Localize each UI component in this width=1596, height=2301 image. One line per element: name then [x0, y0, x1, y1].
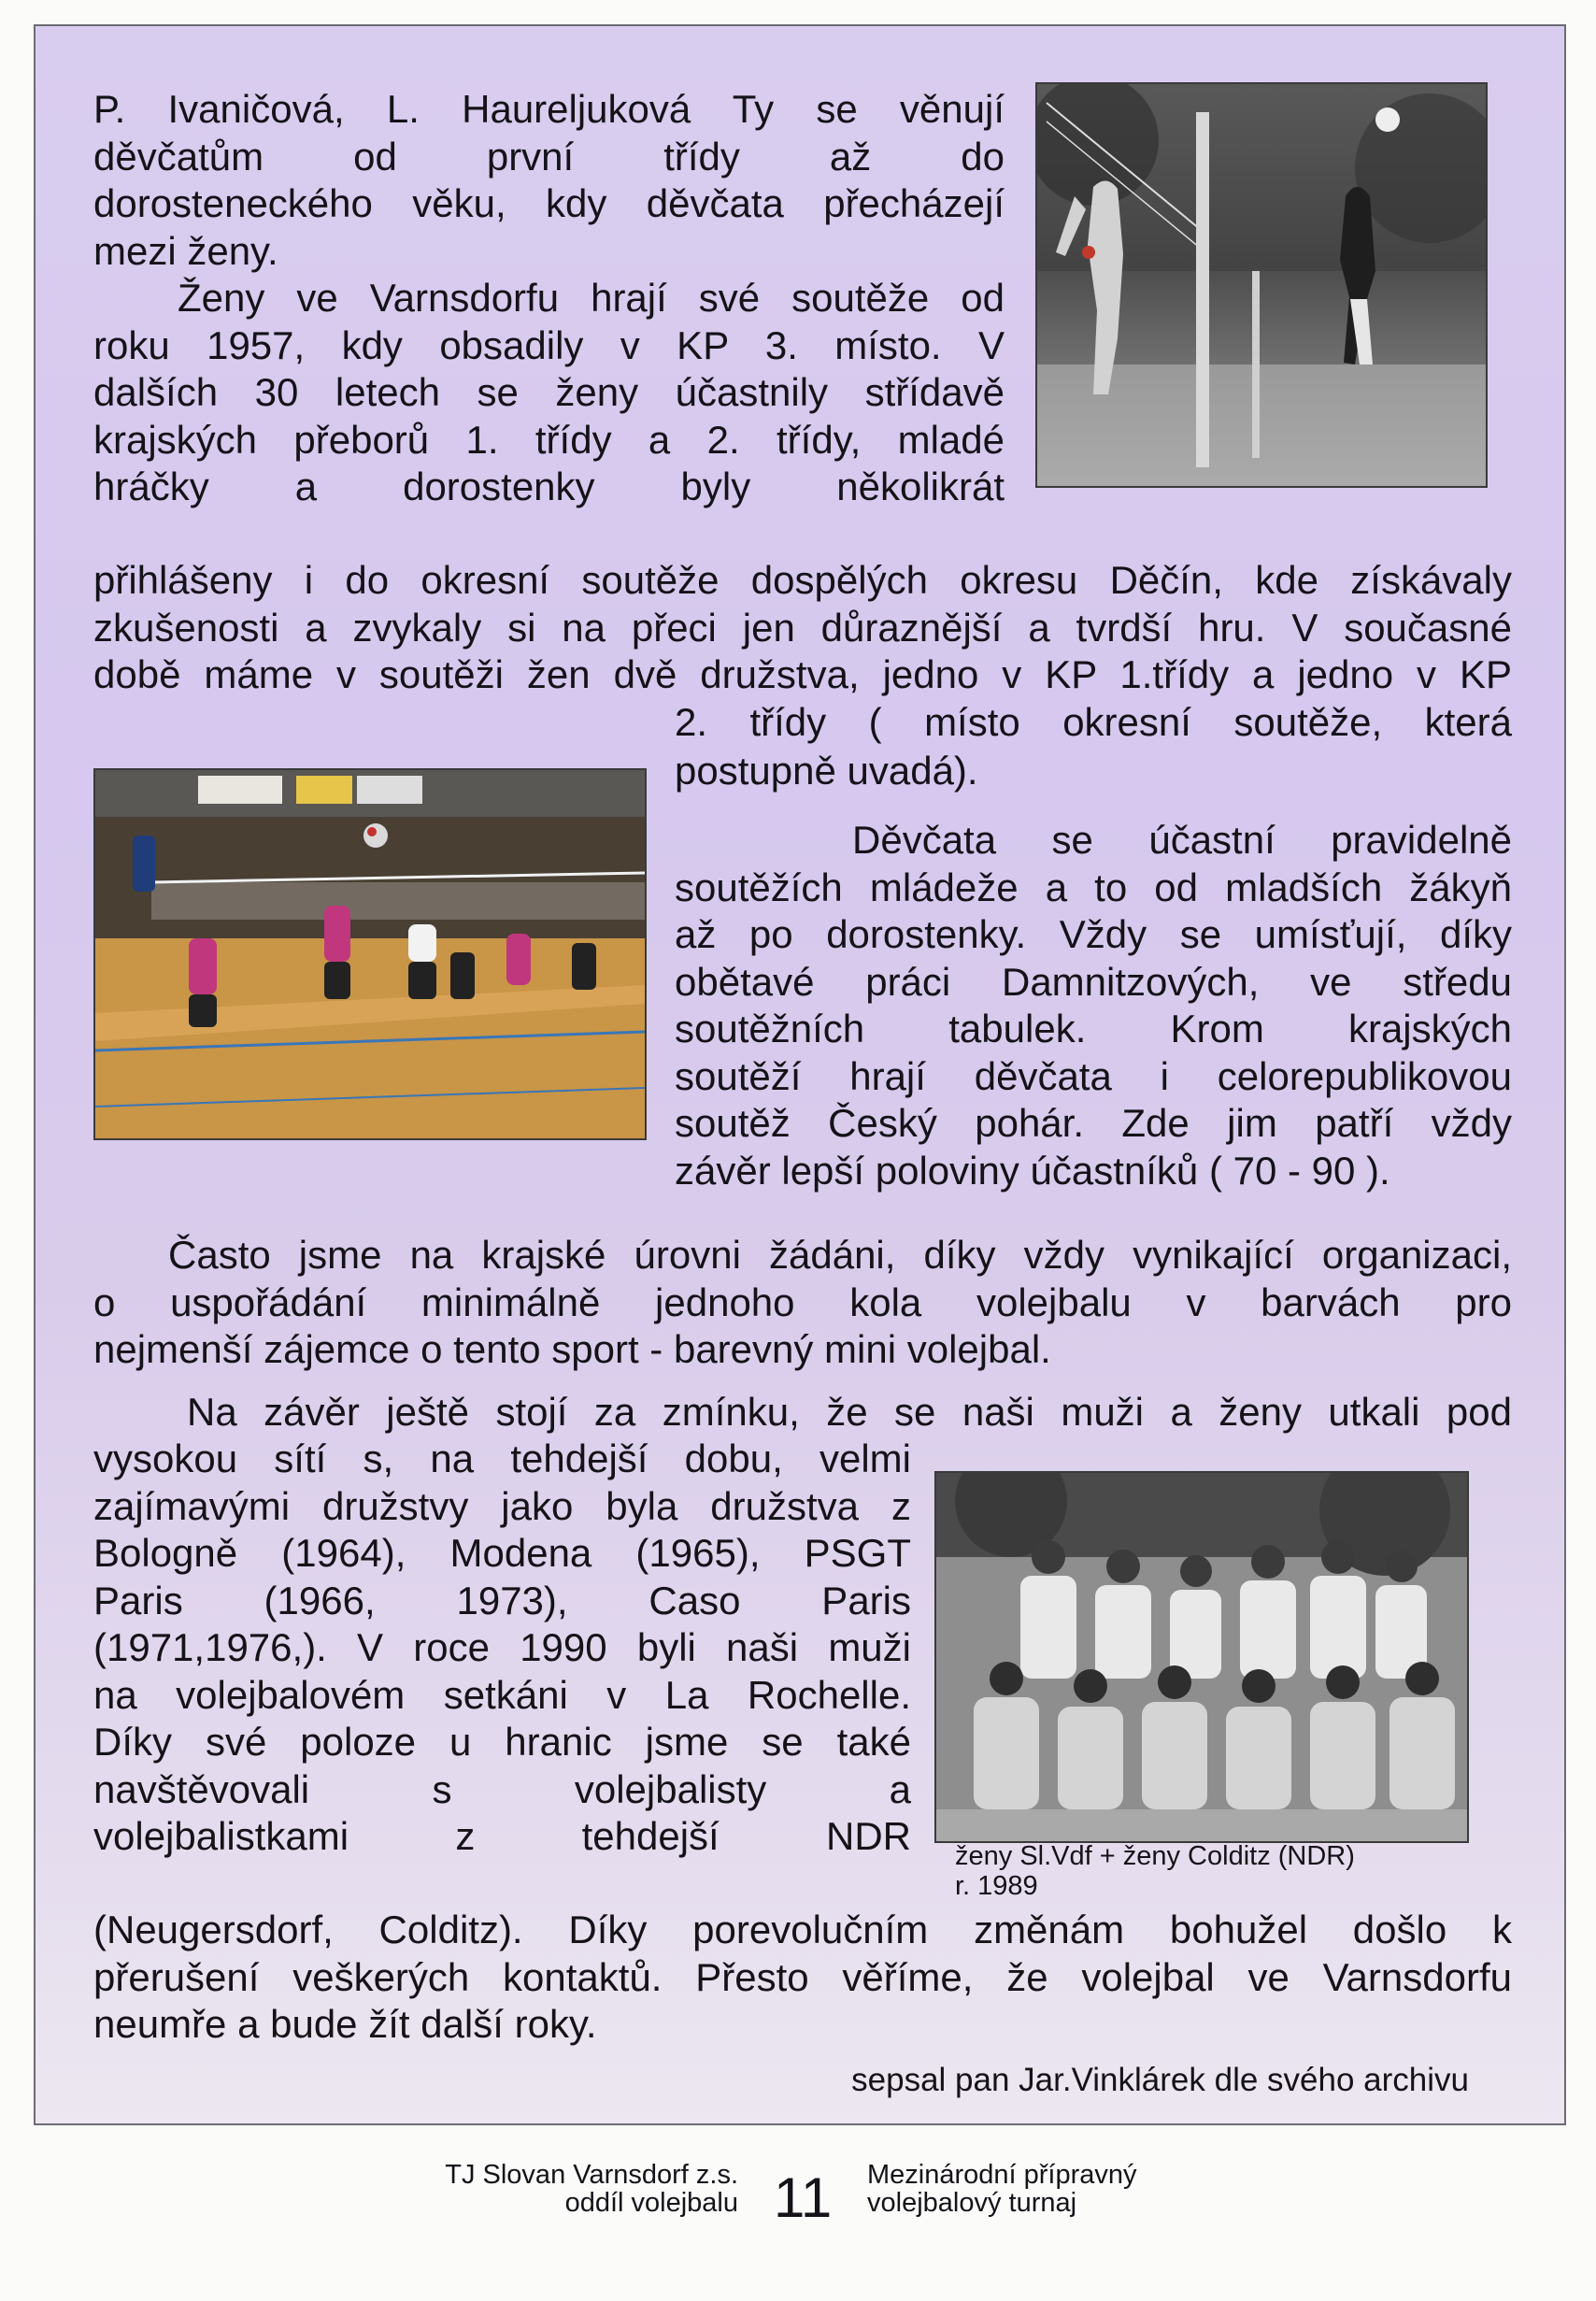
text-line: na volejbalovém setkáni v La Rochelle. [93, 1672, 911, 1717]
paragraph-international-end [93, 1907, 1512, 2049]
text-line: Na závěr ještě stojí za zmínku, že se naši muži a ženy utkali pod [187, 1390, 1512, 1434]
text-line: dorosteneckého věku, kdy děvčata přecházejí [93, 181, 1005, 225]
text-line: dalších 30 letech se ženy účastnily střídavě [93, 370, 1005, 414]
text-line: 2. třídy ( místo okresní soutěže, která [675, 700, 1512, 744]
text-line: Bologně (1964), Modena (1965), PSGT [93, 1531, 911, 1575]
author-signature: sepsal pan Jar.Vinklárek dle svého archivu [851, 2062, 1469, 2098]
footer-event-line2: volejbalový turnaj [867, 2188, 1077, 2218]
footer-club-name: TJ Slovan Varnsdorf z.s. [445, 2160, 738, 2190]
text-line: Díky své poloze u hranic jsme se také [93, 1720, 911, 1764]
text-line: obětavé práci Damnitzových, ve středu [675, 959, 1512, 1004]
text-line: zajímavými družstvy jako byla družstva z [93, 1483, 911, 1528]
text-line: děvčatům od první třídy až do [93, 134, 1005, 179]
photo-indoor-youth-volleyball-image [95, 770, 645, 1138]
text-line: soutěžích mládeže a to od mladších žákyň [675, 865, 1512, 909]
text-line: době máme v soutěži žen dvě družstva, jedno v KP 1.třídy a jedno v KP [93, 652, 1512, 696]
text-line: soutěžních tabulek. Krom krajských [675, 1007, 1512, 1050]
text-line: volejbalistkami z tehdejší NDR [93, 1814, 911, 1858]
text-line: Často jsme na krajské úrovni žádáni, díky vždy vynikající organizaci, [168, 1233, 1512, 1277]
photo-caption: ženy Sl.Vdf + ženy Colditz (NDR) [955, 1841, 1355, 1871]
footer-club [445, 2161, 738, 2217]
paragraph-women-history-end [675, 748, 1512, 795]
text-line: o uspořádání minimálně jednoho kola volejbalu v barvách pro [93, 1279, 1512, 1324]
text-line: neumře a bude žít další roky. [93, 2002, 597, 2046]
paragraph-international [93, 1389, 1512, 1436]
photo-outdoor-volleyball-image [1037, 84, 1486, 486]
paragraph-women-history-tail [675, 699, 1512, 747]
text-line: navštěvovali s volejbalisty a [93, 1766, 911, 1811]
text-line: přihlášeny i do okresní soutěže dospělých okresu Děčín, kde získávaly [93, 558, 1512, 602]
paragraph-international-col [93, 1436, 911, 1861]
text-line: nejmenší zájemce o tento sport - barevný mini volejbal. [93, 1327, 1051, 1371]
text-line: soutěží hrají děvčata i celorepublikovou [675, 1053, 1512, 1098]
paragraph-coaches [93, 86, 1005, 275]
photo-team-group [934, 1471, 1469, 1843]
text-line: postupně uvadá). [675, 749, 978, 793]
text-line: přerušení veškerých kontaktů. Přesto věříme, že volejbal ve Varnsdorfu [93, 1954, 1512, 1999]
text-line: Paris (1966, 1973), Caso Paris [93, 1578, 911, 1622]
page-number: 11 [774, 2166, 833, 2229]
photo-indoor-youth-volleyball [93, 768, 647, 1140]
paragraph-women-history [93, 275, 1005, 511]
text-line: zkušenosti a zvykaly si na přeci jen důraznější a tvrdší hru. V současné [93, 605, 1512, 650]
footer-event [867, 2161, 1137, 2217]
photo-team-group-image [936, 1473, 1467, 1841]
photo-caption-year: r. 1989 [955, 1871, 1038, 1901]
text-line: krajských přeborů 1. třídy a 2. třídy, mladé [93, 417, 1005, 462]
text-line: vysokou sítí s, na tehdejší dobu, velmi [93, 1436, 911, 1480]
text-line: hráčky a dorostenky byly několikrát [93, 464, 1005, 508]
text-line: (1971,1976,). V roce 1990 byli naši muži [93, 1625, 911, 1669]
paragraph-mini-volleyball [93, 1232, 1512, 1374]
text-line: Děvčata se účastní pravidelně [852, 818, 1512, 862]
text-line: roku 1957, kdy obsadily v KP 3. místo. V [93, 322, 1005, 367]
paragraph-women-history-cont [93, 557, 1512, 699]
photo-outdoor-volleyball [1035, 82, 1488, 488]
text-line: soutěž Český pohár. Zde jim patří vždy [675, 1101, 1512, 1145]
text-line: závěr lepší poloviny účastníků ( 70 - 90 ). [675, 1148, 1390, 1193]
text-line: P. Ivaničová, L. Haureljuková Ty se věnují [93, 87, 1005, 131]
text-line: Ženy ve Varnsdorfu hrají své soutěže od [178, 276, 1005, 320]
text-line: až po dorostenky. Vždy se umísťují, díky [675, 912, 1512, 956]
footer-club-division: oddíl volejbalu [564, 2188, 738, 2218]
text-line: (Neugersdorf, Colditz). Díky porevolučním změnám bohužel došlo k [93, 1908, 1512, 1951]
paragraph-girls-youth [675, 817, 1512, 1194]
text-line: mezi ženy. [93, 228, 278, 273]
page-footer [0, 2161, 1596, 2245]
footer-event-line1: Mezinárodní přípravný [867, 2160, 1137, 2190]
